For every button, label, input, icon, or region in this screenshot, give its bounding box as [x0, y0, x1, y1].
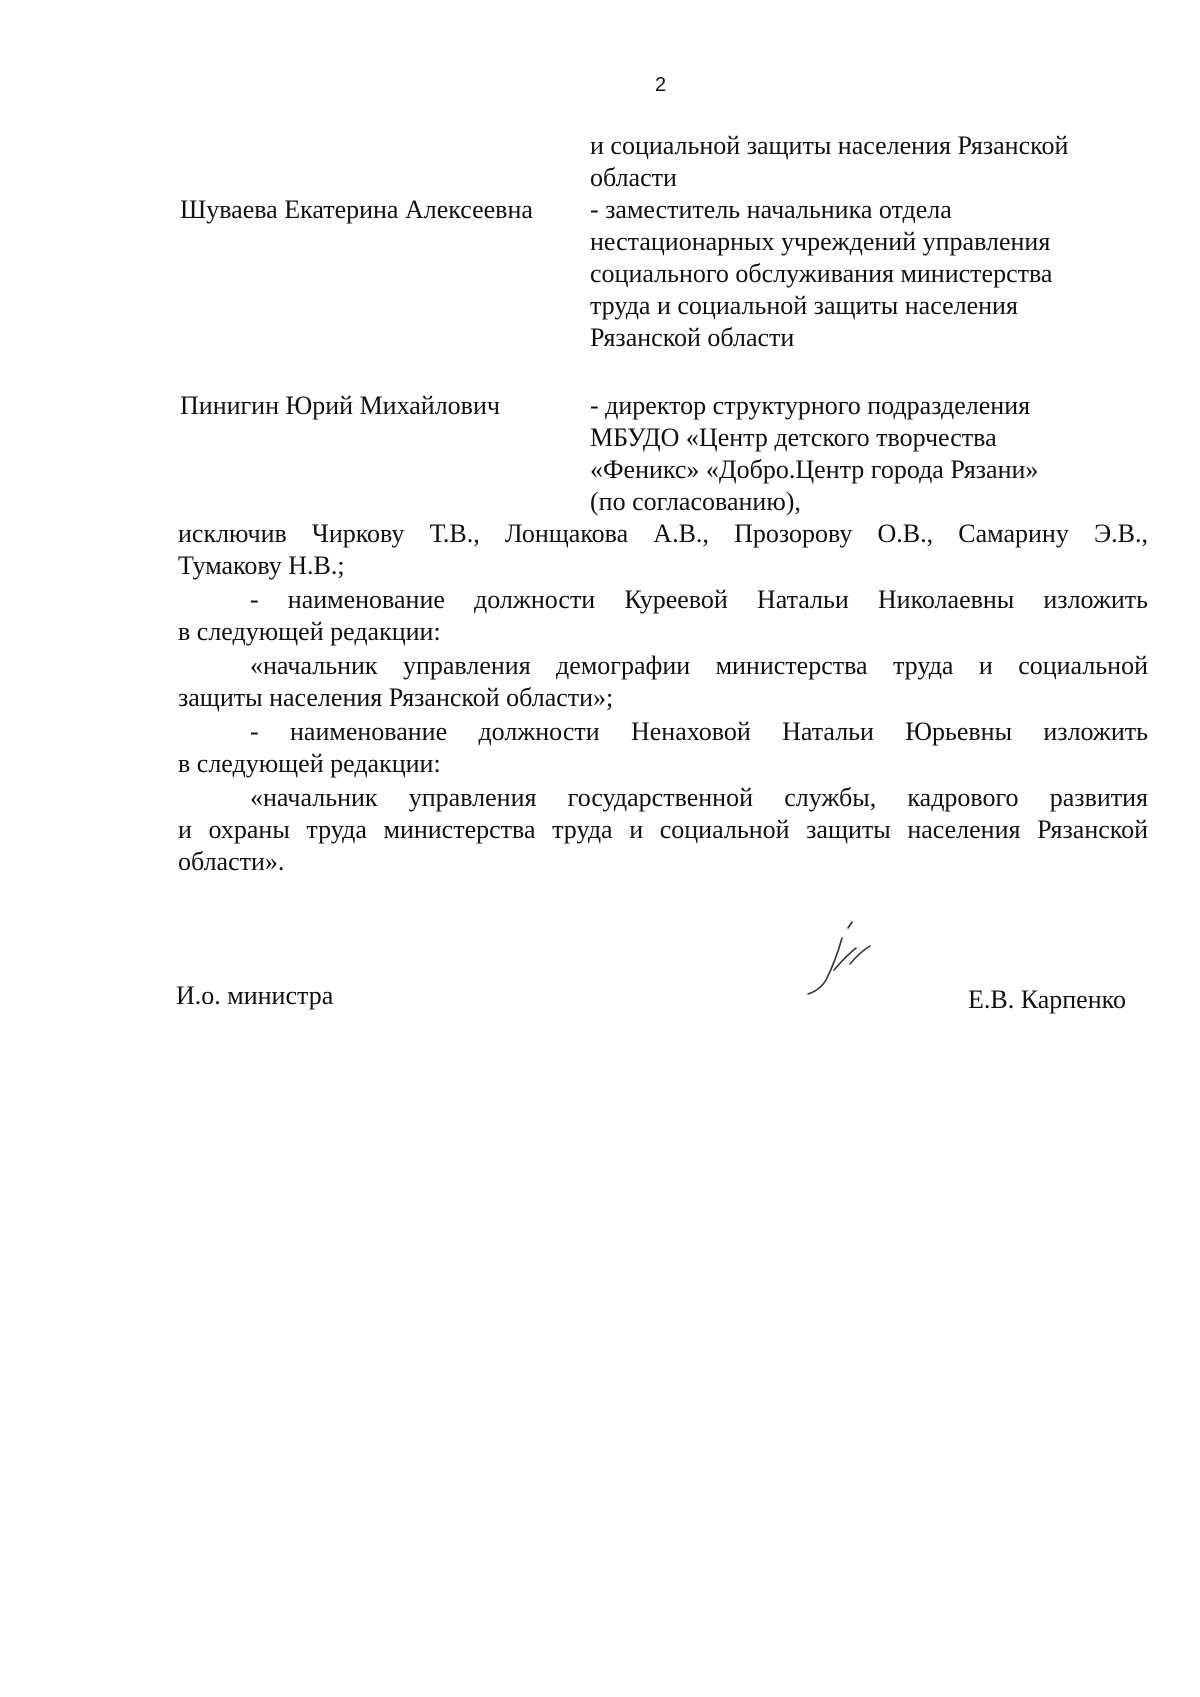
member-name: Шуваева Екатерина Алексеевна — [180, 195, 533, 224]
paragraph-line: Тумакову Н.В.; — [178, 551, 345, 580]
paragraph-line: - наименование должности Ненаховой Натальи Юрьевны изложить — [250, 717, 1148, 746]
member-position-line: - заместитель начальника отдела — [590, 195, 952, 224]
paragraph-line: и охраны труда министерства труда и социальной защиты населения Рязанской — [178, 815, 1148, 844]
page-number: 2 — [655, 74, 667, 96]
paragraph-line: исключив Чиркову Т.В., Лонщакова А.В., Прозорову О.В., Самарину Э.В., — [178, 519, 1148, 548]
member-position-line: (по согласованию), — [590, 487, 801, 516]
paragraph-line: - наименование должности Куреевой Натальи Николаевны изложить — [250, 585, 1148, 614]
signatory-title: И.о. министра — [176, 981, 334, 1010]
paragraph-line: защиты населения Рязанской области»; — [178, 683, 614, 712]
member-position-line: области — [590, 163, 677, 192]
paragraph-line: области». — [178, 847, 285, 876]
member-position-line: МБУДО «Центр детского творчества — [590, 423, 997, 452]
handwritten-signature-icon — [790, 918, 910, 998]
signatory-name: Е.В. Карпенко — [968, 985, 1126, 1014]
paragraph-line: «начальник управления демографии министерства труда и социальной — [250, 651, 1148, 680]
member-position-line: труда и социальной защиты населения — [590, 291, 1018, 320]
member-name: Пинигин Юрий Михайлович — [180, 391, 500, 420]
paragraph-line: в следующей редакции: — [178, 749, 441, 778]
paragraph-line: «начальник управления государственной службы, кадрового развития — [250, 783, 1148, 812]
paragraph-line: в следующей редакции: — [178, 617, 441, 646]
member-position-line: - директор структурного подразделения — [590, 391, 1031, 420]
member-position-line: «Феникс» «Добро.Центр города Рязани» — [590, 455, 1039, 484]
member-position-line: и социальной защиты населения Рязанской — [590, 131, 1069, 160]
member-position-line: Рязанской области — [590, 323, 795, 352]
member-position-line: нестационарных учреждений управления — [590, 227, 1051, 256]
member-position-line: социального обслуживания министерства — [590, 259, 1053, 288]
